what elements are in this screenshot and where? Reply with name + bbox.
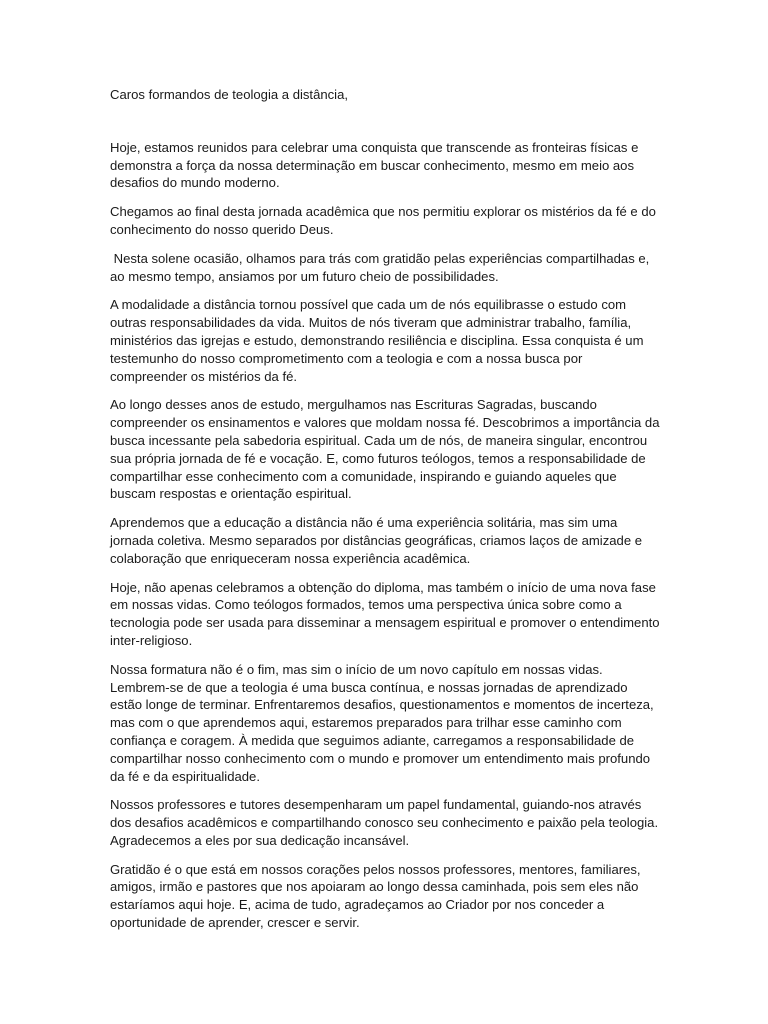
paragraph-2: Chegamos ao final desta jornada acadêmica que nos permitiu explorar os mistérios da fé e do conhecimento do nosso querido Deus. — [110, 204, 656, 237]
salutation: Caros formandos de teologia a distância, — [110, 87, 349, 102]
paragraph-1: Hoje, estamos reunidos para celebrar uma conquista que transcende as fronteiras físicas e demonstra a força da nossa determinação em buscar conhecimento, mesmo em meio aos desafios do mundo moderno. — [110, 139, 639, 191]
paragraph-6: Aprendemos que a educação a distância não é uma experiência solitária, mas sim uma jornada coletiva. Mesmo separados por distâncias geográficas, criamos laços de amizade e colaboração que enriqueceram nossa experiência acadêmica. — [110, 515, 643, 566]
document-body — [110, 86, 662, 943]
paragraph-9: Nossos professores e tutores desempenharam um papel fundamental, guiando-nos através dos desafios acadêmicos e compartilhando conosco seu conhecimento e paixão pela teologia. Agradecemos a eles por sua dedicação incansável. — [110, 797, 659, 848]
paragraph-10: Gratidão é o que está em nossos corações pelos nossos professores, mentores, familiares, amigos, irmão e pastores que nos apoiaram ao longo dessa caminhada, pois sem eles não estaríamos aqui hoje. E, acima de tudo, agradeçamos ao Criador por nos conceder a oportunidade de aprender, crescer e servir. — [110, 861, 641, 931]
paragraph-5: Ao longo desses anos de estudo, mergulhamos nas Escrituras Sagradas, buscando compreender os ensinamentos e valores que moldam nossa fé. Descobrimos a importância da busca incessante pela sabedoria espiritual. Cada um de nós, de maneira singular, encontrou sua própria jornada de fé e vocação. E, como futuros teólogos, temos a responsabilidade de compartilhar esse conhecimento com a comunidade, inspirando e guiando aqueles que buscam respostas e orientação espiritual. — [110, 397, 660, 502]
paragraph-7: Hoje, não apenas celebramos a obtenção do diploma, mas também o início de uma nova fase em nossas vidas. Como teólogos formados, temos uma perspectiva única sobre como a tecnologia pode ser usada para disseminar a mensagem espiritual e promover o entendimento inter-religioso. — [110, 579, 660, 648]
paragraph-4: A modalidade a distância tornou possível que cada um de nós equilibrasse o estudo com outras responsabilidades da vida. Muitos de nós tiveram que administrar trabalho, família, ministérios das igrejas e estudo, demonstrando resiliência e disciplina. Essa conquista é um testemunho do nosso comprometimento com a teologia e com a nossa busca por compreender os mistérios da fé. — [110, 297, 644, 384]
paragraph-8: Nossa formatura não é o fim, mas sim o início de um novo capítulo em nossas vidas. Lembrem-se de que a teologia é uma busca contínua, e nossas jornadas de aprendizado estão longe de terminar. Enfrentaremos desafios, questionamentos e momentos de incerteza, mas com o que aprendemos aqui, estaremos preparados para trilhar esse caminho com confiança e coragem. À medida que seguimos adiante, carregamos a responsabilidade de compartilhar nosso conhecimento com o mundo e promover um entendimento mais profundo da fé e da espiritualidade. — [110, 661, 654, 784]
paragraph-3: Nesta solene ocasião, olhamos para trás com gratidão pelas experiências compartilhadas e, ao mesmo tempo, ansiamos por um futuro cheio de possibilidades. — [110, 250, 653, 284]
